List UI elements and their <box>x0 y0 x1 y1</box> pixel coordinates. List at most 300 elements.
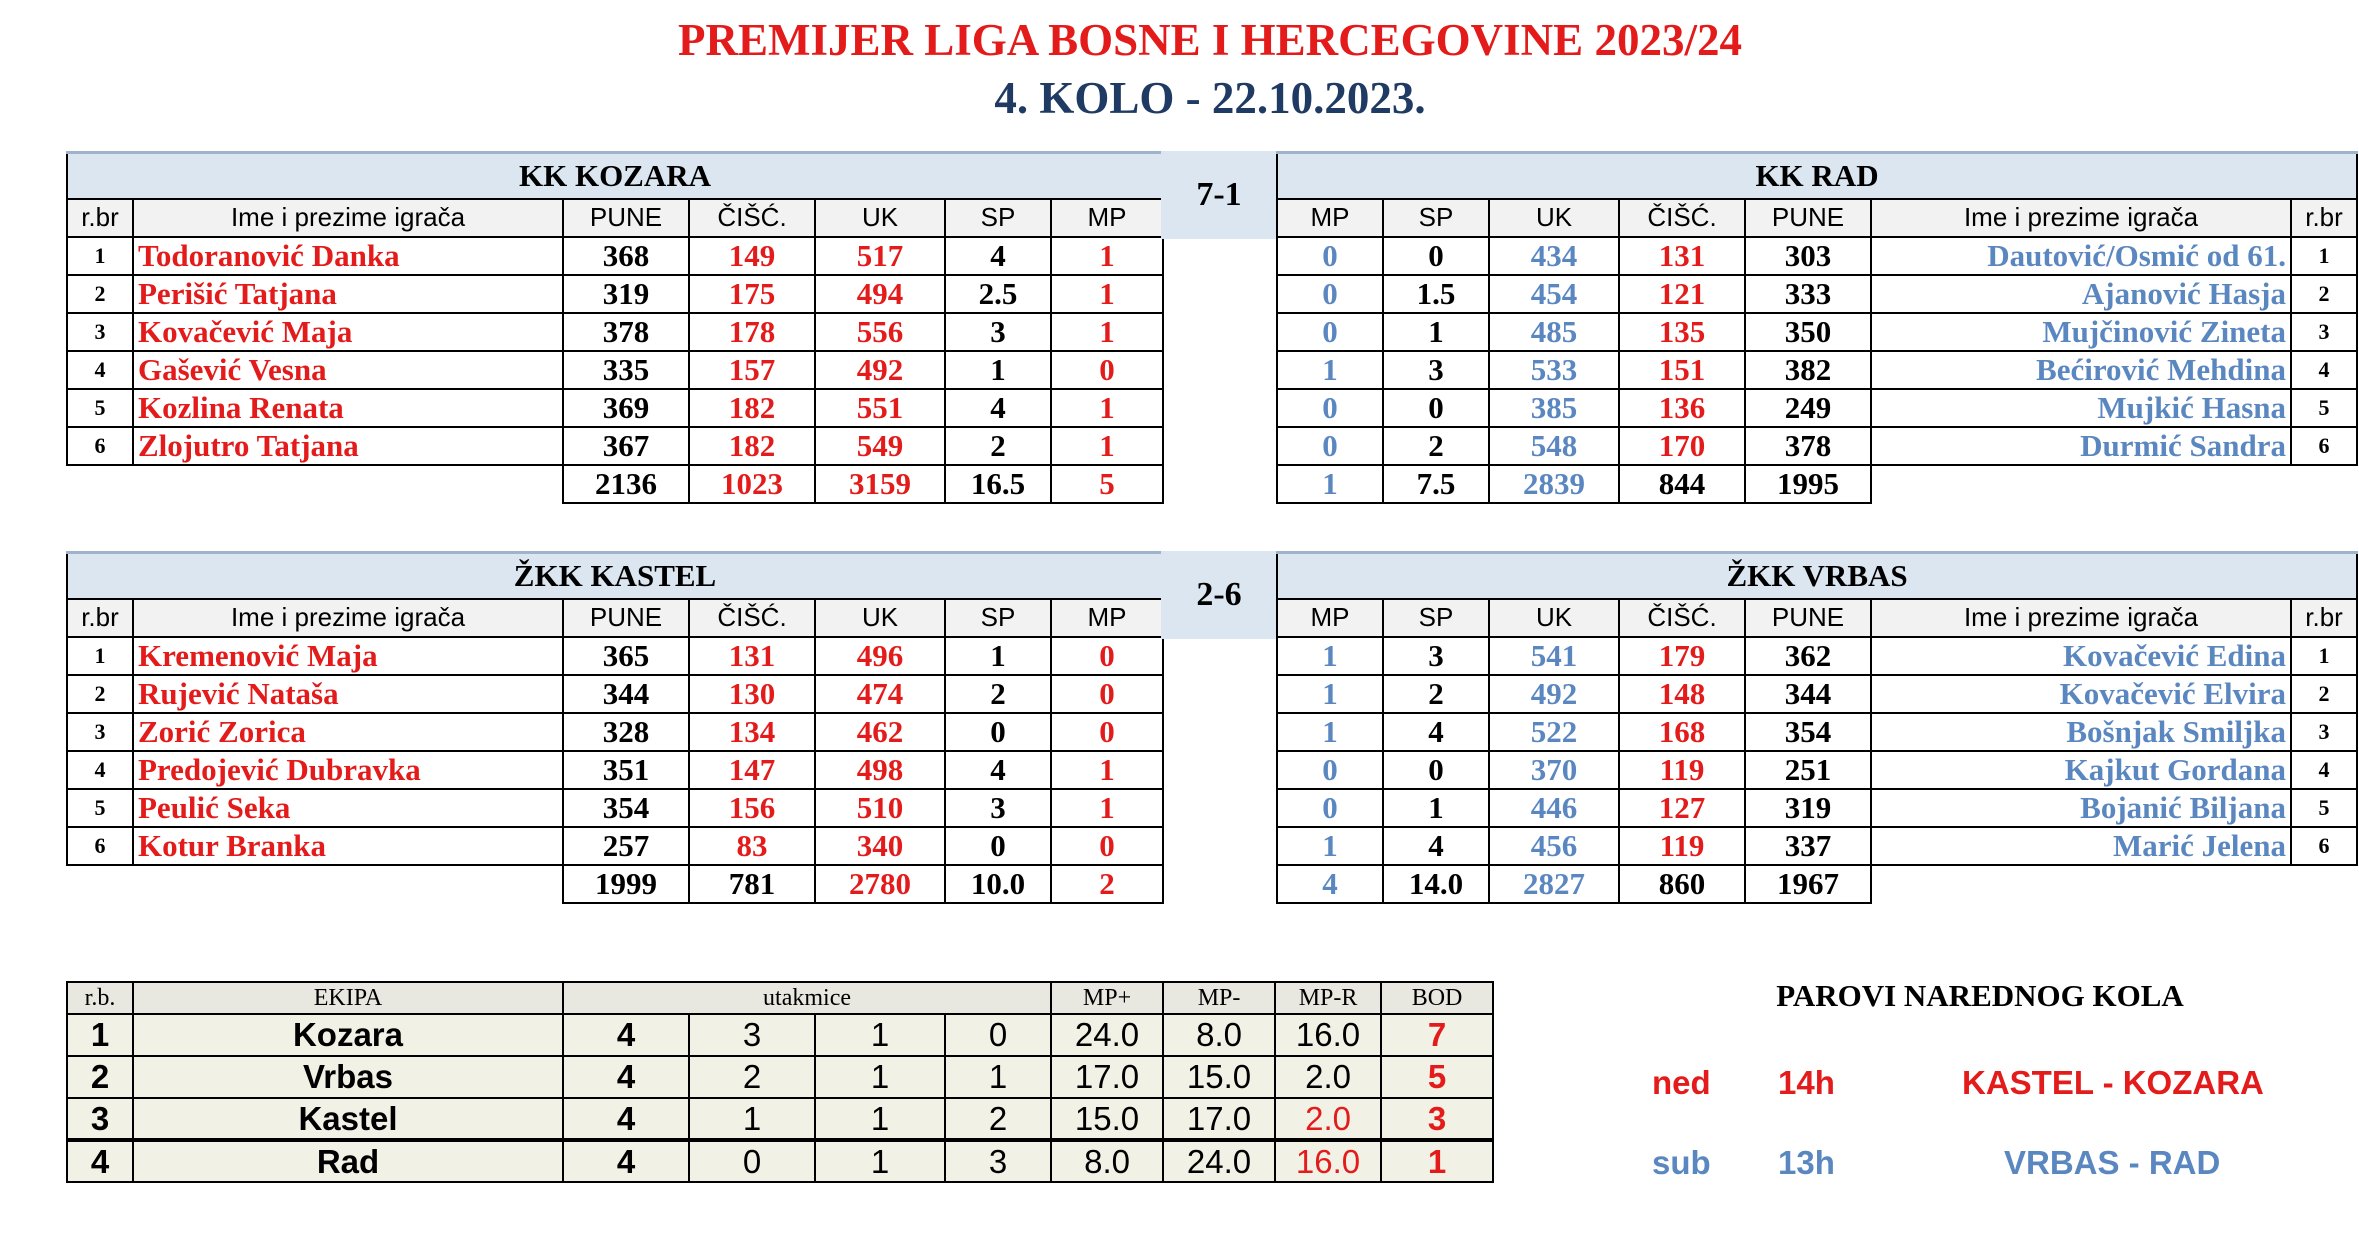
match1-home-table <box>66 151 1164 504</box>
player-mp: 1 <box>1051 751 1163 789</box>
player-mp: 1 <box>1051 789 1163 827</box>
col-cisc: ČIŠĆ. <box>689 199 815 237</box>
player-rank: 2 <box>67 275 133 313</box>
player-row <box>1277 637 2357 675</box>
player-name: Zorić Zorica <box>133 713 563 751</box>
player-rank: 3 <box>2291 713 2357 751</box>
next-game-2-pair: VRBAS - RAD <box>2004 1144 2221 1181</box>
standings-header-row <box>67 982 1493 1014</box>
player-name: Rujević Nataša <box>133 675 563 713</box>
standings-team: Rad <box>133 1140 563 1182</box>
player-rank: 2 <box>2291 275 2357 313</box>
col-rb: r.br <box>67 599 133 637</box>
col-matches: utakmice <box>563 982 1051 1014</box>
player-sp: 1.5 <box>1383 275 1489 313</box>
col-mp-plus: MP+ <box>1051 982 1163 1014</box>
next-game-1-time: 14h <box>1778 1064 1835 1101</box>
player-cisc: 175 <box>689 275 815 313</box>
player-sp: 4 <box>1383 827 1489 865</box>
player-uk: 446 <box>1489 789 1619 827</box>
player-pune: 367 <box>563 427 689 465</box>
standings-row <box>67 1098 1493 1140</box>
player-rank: 5 <box>67 789 133 827</box>
player-row <box>1277 675 2357 713</box>
player-rank: 4 <box>2291 351 2357 389</box>
col-rb: r.br <box>67 199 133 237</box>
page-subtitle: 4. KOLO - 22.10.2023. <box>994 73 1426 123</box>
player-mp: 0 <box>1277 789 1383 827</box>
player-row <box>1277 237 2357 275</box>
player-row <box>1277 275 2357 313</box>
col-team: EKIPA <box>133 982 563 1014</box>
player-pune: 319 <box>563 275 689 313</box>
next-round-title: PAROVI NAREDNOG KOLA <box>1776 978 2184 1013</box>
player-row <box>67 789 1163 827</box>
standings-losses: 3 <box>945 1140 1051 1182</box>
match1-away-table <box>1276 151 2358 504</box>
match2-home-column-headers <box>67 599 1163 637</box>
player-mp: 0 <box>1277 389 1383 427</box>
player-mp: 0 <box>1277 751 1383 789</box>
player-cisc: 178 <box>689 313 815 351</box>
player-mp: 1 <box>1277 675 1383 713</box>
player-sp: 2 <box>1383 427 1489 465</box>
player-mp: 0 <box>1277 313 1383 351</box>
match2-home-total-row: 1999 781 2780 10.0 2 <box>67 865 1163 903</box>
standings-mp-plus: 24.0 <box>1051 1014 1163 1056</box>
col-mp: MP <box>1277 199 1383 237</box>
standings-played: 4 <box>563 1098 689 1140</box>
player-sp: 0 <box>1383 389 1489 427</box>
player-uk: 517 <box>815 237 945 275</box>
player-uk: 522 <box>1489 713 1619 751</box>
player-cisc: 157 <box>689 351 815 389</box>
standings-wins: 2 <box>689 1056 815 1098</box>
page-title: PREMIJER LIGA BOSNE I HERCEGOVINE 2023/24 <box>678 15 1742 65</box>
player-mp: 1 <box>1051 275 1163 313</box>
standings-mp-plus: 15.0 <box>1051 1098 1163 1140</box>
col-mp-r: MP-R <box>1275 982 1381 1014</box>
player-uk: 474 <box>815 675 945 713</box>
player-cisc: 182 <box>689 389 815 427</box>
standings-mp-r: 2.0 <box>1275 1056 1381 1098</box>
player-pune: 354 <box>563 789 689 827</box>
player-cisc: 156 <box>689 789 815 827</box>
col-cisc: ČIŠĆ. <box>1619 599 1745 637</box>
standings-wins: 0 <box>689 1140 815 1182</box>
col-cisc: ČIŠĆ. <box>689 599 815 637</box>
standings-losses: 0 <box>945 1014 1051 1056</box>
col-name: Ime i prezime igrača <box>133 199 563 237</box>
col-sp: SP <box>1383 599 1489 637</box>
standings-rank: 4 <box>67 1140 133 1182</box>
player-rank: 5 <box>2291 389 2357 427</box>
col-rb: r.br <box>2291 599 2357 637</box>
player-uk: 492 <box>1489 675 1619 713</box>
standings-played: 4 <box>563 1056 689 1098</box>
player-name: Zlojutro Tatjana <box>133 427 563 465</box>
player-uk: 496 <box>815 637 945 675</box>
player-name: Bećirović Mehdina <box>1871 351 2291 389</box>
player-mp: 1 <box>1277 713 1383 751</box>
col-uk: UK <box>1489 199 1619 237</box>
col-name: Ime i prezime igrača <box>1871 599 2291 637</box>
player-sp: 1 <box>945 351 1051 389</box>
player-name: Bojanić Biljana <box>1871 789 2291 827</box>
player-rank: 1 <box>67 637 133 675</box>
player-cisc: 147 <box>689 751 815 789</box>
standings-team: Kozara <box>133 1014 563 1056</box>
player-sp: 4 <box>945 237 1051 275</box>
player-uk: 492 <box>815 351 945 389</box>
player-rank: 5 <box>2291 789 2357 827</box>
player-sp: 2 <box>945 427 1051 465</box>
player-sp: 2 <box>1383 675 1489 713</box>
standings-draws: 1 <box>815 1140 945 1182</box>
player-name: Kovačević Elvira <box>1871 675 2291 713</box>
player-rank: 4 <box>2291 751 2357 789</box>
player-cisc: 131 <box>689 637 815 675</box>
player-name: Kremenović Maja <box>133 637 563 675</box>
player-cisc: 119 <box>1619 827 1745 865</box>
player-cisc: 127 <box>1619 789 1745 827</box>
standings-mp-plus: 17.0 <box>1051 1056 1163 1098</box>
player-row <box>67 275 1163 313</box>
player-pune: 350 <box>1745 313 1871 351</box>
col-pune: PUNE <box>1745 599 1871 637</box>
player-sp: 2 <box>945 675 1051 713</box>
standings-played: 4 <box>563 1014 689 1056</box>
standings-mp-minus: 8.0 <box>1163 1014 1275 1056</box>
standings-rank: 3 <box>67 1098 133 1140</box>
player-cisc: 136 <box>1619 389 1745 427</box>
player-sp: 3 <box>945 789 1051 827</box>
standings-points: 7 <box>1381 1014 1493 1056</box>
player-rank: 1 <box>2291 237 2357 275</box>
player-mp: 0 <box>1051 827 1163 865</box>
match1-away-column-headers <box>1277 199 2357 237</box>
player-rank: 6 <box>2291 827 2357 865</box>
standings-points: 3 <box>1381 1098 1493 1140</box>
player-pune: 249 <box>1745 389 1871 427</box>
player-cisc: 121 <box>1619 275 1745 313</box>
player-row <box>1277 313 2357 351</box>
player-rank: 3 <box>2291 313 2357 351</box>
player-row <box>67 751 1163 789</box>
player-cisc: 149 <box>689 237 815 275</box>
player-name: Durmić Sandra <box>1871 427 2291 465</box>
player-sp: 1 <box>1383 789 1489 827</box>
standings-rank: 2 <box>67 1056 133 1098</box>
player-mp: 0 <box>1277 427 1383 465</box>
standings-wins: 3 <box>689 1014 815 1056</box>
player-uk: 454 <box>1489 275 1619 313</box>
player-pune: 251 <box>1745 751 1871 789</box>
player-mp: 0 <box>1051 713 1163 751</box>
player-sp: 0 <box>945 827 1051 865</box>
standings-draws: 1 <box>815 1014 945 1056</box>
col-pune: PUNE <box>1745 199 1871 237</box>
standings-row <box>67 1056 1493 1098</box>
player-uk: 510 <box>815 789 945 827</box>
player-sp: 0 <box>1383 751 1489 789</box>
player-cisc: 182 <box>689 427 815 465</box>
player-uk: 533 <box>1489 351 1619 389</box>
standings-losses: 2 <box>945 1098 1051 1140</box>
player-uk: 498 <box>815 751 945 789</box>
player-rank: 6 <box>67 827 133 865</box>
standings-mp-minus: 17.0 <box>1163 1098 1275 1140</box>
player-name: Kozlina Renata <box>133 389 563 427</box>
player-name: Gašević Vesna <box>133 351 563 389</box>
match2-away-column-headers <box>1277 599 2357 637</box>
player-pune: 378 <box>1745 427 1871 465</box>
standings-mp-minus: 15.0 <box>1163 1056 1275 1098</box>
player-cisc: 151 <box>1619 351 1745 389</box>
player-name: Todoranović Danka <box>133 237 563 275</box>
player-sp: 0 <box>1383 237 1489 275</box>
col-bod: BOD <box>1381 982 1493 1014</box>
match2-away-table <box>1276 551 2358 904</box>
col-cisc: ČIŠĆ. <box>1619 199 1745 237</box>
player-mp: 0 <box>1277 237 1383 275</box>
player-row <box>67 427 1163 465</box>
player-row <box>67 389 1163 427</box>
player-row <box>67 713 1163 751</box>
player-name: Mujkić Hasna <box>1871 389 2291 427</box>
player-uk: 340 <box>815 827 945 865</box>
player-sp: 4 <box>945 389 1051 427</box>
col-sp: SP <box>1383 199 1489 237</box>
player-row <box>1277 751 2357 789</box>
player-row <box>1277 427 2357 465</box>
player-cisc: 179 <box>1619 637 1745 675</box>
match2-home-team-name: ŽKK KASTEL <box>67 553 1163 599</box>
col-name: Ime i prezime igrača <box>133 599 563 637</box>
next-game-1-day: ned <box>1652 1064 1711 1101</box>
col-pune: PUNE <box>563 599 689 637</box>
player-name: Perišić Tatjana <box>133 275 563 313</box>
standings-mp-r: 16.0 <box>1275 1014 1381 1056</box>
player-pune: 333 <box>1745 275 1871 313</box>
player-mp: 1 <box>1277 351 1383 389</box>
player-row <box>1277 713 2357 751</box>
col-pune: PUNE <box>563 199 689 237</box>
standings-mp-r: 16.0 <box>1275 1140 1381 1182</box>
standings-mp-minus: 24.0 <box>1163 1140 1275 1182</box>
player-uk: 370 <box>1489 751 1619 789</box>
player-row <box>1277 827 2357 865</box>
standings-rank: 1 <box>67 1014 133 1056</box>
player-cisc: 135 <box>1619 313 1745 351</box>
standings-table <box>66 981 1494 1183</box>
player-mp: 0 <box>1051 637 1163 675</box>
player-pune: 257 <box>563 827 689 865</box>
match2-score: 2-6 <box>1161 551 1277 639</box>
player-pune: 382 <box>1745 351 1871 389</box>
player-mp: 0 <box>1051 351 1163 389</box>
player-pune: 369 <box>563 389 689 427</box>
player-sp: 1 <box>1383 313 1489 351</box>
player-name: Bošnjak Smiljka <box>1871 713 2291 751</box>
match1-home-team-name: KK KOZARA <box>67 153 1163 199</box>
player-uk: 434 <box>1489 237 1619 275</box>
player-sp: 3 <box>945 313 1051 351</box>
next-game-2-time: 13h <box>1778 1144 1835 1181</box>
player-mp: 1 <box>1051 389 1163 427</box>
player-rank: 1 <box>2291 637 2357 675</box>
col-mp: MP <box>1051 599 1163 637</box>
player-mp: 1 <box>1051 313 1163 351</box>
player-sp: 3 <box>1383 351 1489 389</box>
player-mp: 1 <box>1051 427 1163 465</box>
player-row <box>1277 389 2357 427</box>
col-mp: MP <box>1277 599 1383 637</box>
player-uk: 494 <box>815 275 945 313</box>
player-sp: 3 <box>1383 637 1489 675</box>
standings-losses: 1 <box>945 1056 1051 1098</box>
col-uk: UK <box>815 599 945 637</box>
standings-team: Kastel <box>133 1098 563 1140</box>
player-rank: 6 <box>2291 427 2357 465</box>
standings-row <box>67 1014 1493 1056</box>
player-pune: 378 <box>563 313 689 351</box>
player-cisc: 83 <box>689 827 815 865</box>
match1-score: 7-1 <box>1161 151 1277 239</box>
next-game-2-day: sub <box>1652 1144 1711 1181</box>
match1-home-column-headers <box>67 199 1163 237</box>
player-rank: 4 <box>67 751 133 789</box>
player-rank: 3 <box>67 713 133 751</box>
player-row <box>67 351 1163 389</box>
player-pune: 319 <box>1745 789 1871 827</box>
player-sp: 2.5 <box>945 275 1051 313</box>
match2-away-total-row: 4 14.0 2827 860 1967 <box>1277 865 2357 903</box>
player-mp: 1 <box>1277 827 1383 865</box>
player-rank: 4 <box>67 351 133 389</box>
player-pune: 354 <box>1745 713 1871 751</box>
player-pune: 368 <box>563 237 689 275</box>
standings-wins: 1 <box>689 1098 815 1140</box>
player-rank: 2 <box>2291 675 2357 713</box>
player-pune: 344 <box>563 675 689 713</box>
col-name: Ime i prezime igrača <box>1871 199 2291 237</box>
player-pune: 303 <box>1745 237 1871 275</box>
player-cisc: 119 <box>1619 751 1745 789</box>
player-sp: 4 <box>1383 713 1489 751</box>
match2-away-team-name: ŽKK VRBAS <box>1277 553 2357 599</box>
next-game-1-pair: KASTEL - KOZARA <box>1962 1064 2264 1101</box>
player-row <box>67 827 1163 865</box>
player-rank: 1 <box>67 237 133 275</box>
player-sp: 1 <box>945 637 1051 675</box>
player-cisc: 131 <box>1619 237 1745 275</box>
col-rb: r.b. <box>67 982 133 1014</box>
player-pune: 351 <box>563 751 689 789</box>
player-cisc: 170 <box>1619 427 1745 465</box>
player-name: Kovačević Maja <box>133 313 563 351</box>
standings-draws: 1 <box>815 1056 945 1098</box>
player-row <box>67 237 1163 275</box>
player-uk: 541 <box>1489 637 1619 675</box>
standings-points: 1 <box>1381 1140 1493 1182</box>
match1-away-total-row: 1 7.5 2839 844 1995 <box>1277 465 2357 503</box>
standings-mp-r: 2.0 <box>1275 1098 1381 1140</box>
player-cisc: 134 <box>689 713 815 751</box>
player-rank: 6 <box>67 427 133 465</box>
player-row <box>1277 789 2357 827</box>
standings-draws: 1 <box>815 1098 945 1140</box>
player-row <box>1277 351 2357 389</box>
player-cisc: 148 <box>1619 675 1745 713</box>
match1-away-team-name: KK RAD <box>1277 153 2357 199</box>
player-uk: 456 <box>1489 827 1619 865</box>
player-name: Dautović/Osmić od 61. <box>1871 237 2291 275</box>
col-uk: UK <box>815 199 945 237</box>
player-row <box>67 313 1163 351</box>
col-mp: MP <box>1051 199 1163 237</box>
player-pune: 362 <box>1745 637 1871 675</box>
match1-home-total-row: 2136 1023 3159 16.5 5 <box>67 465 1163 503</box>
player-pune: 335 <box>563 351 689 389</box>
col-sp: SP <box>945 599 1051 637</box>
player-mp: 0 <box>1277 275 1383 313</box>
col-mp-minus: MP- <box>1163 982 1275 1014</box>
standings-played: 4 <box>563 1140 689 1182</box>
player-uk: 556 <box>815 313 945 351</box>
player-name: Mujčinović Zineta <box>1871 313 2291 351</box>
player-uk: 551 <box>815 389 945 427</box>
player-mp: 0 <box>1051 675 1163 713</box>
player-name: Kotur Branka <box>133 827 563 865</box>
player-cisc: 168 <box>1619 713 1745 751</box>
player-pune: 365 <box>563 637 689 675</box>
player-name: Kajkut Gordana <box>1871 751 2291 789</box>
player-pune: 328 <box>563 713 689 751</box>
col-uk: UK <box>1489 599 1619 637</box>
player-pune: 337 <box>1745 827 1871 865</box>
match2-home-table <box>66 551 1164 904</box>
player-rank: 3 <box>67 313 133 351</box>
player-name: Peulić Seka <box>133 789 563 827</box>
player-uk: 548 <box>1489 427 1619 465</box>
standings-mp-plus: 8.0 <box>1051 1140 1163 1182</box>
player-mp: 1 <box>1051 237 1163 275</box>
player-sp: 4 <box>945 751 1051 789</box>
standings-row <box>67 1140 1493 1182</box>
col-sp: SP <box>945 199 1051 237</box>
player-row <box>67 637 1163 675</box>
player-uk: 549 <box>815 427 945 465</box>
player-uk: 462 <box>815 713 945 751</box>
player-name: Kovačević Edina <box>1871 637 2291 675</box>
player-mp: 1 <box>1277 637 1383 675</box>
player-row <box>67 675 1163 713</box>
player-uk: 485 <box>1489 313 1619 351</box>
player-uk: 385 <box>1489 389 1619 427</box>
player-name: Marić Jelena <box>1871 827 2291 865</box>
player-pune: 344 <box>1745 675 1871 713</box>
player-name: Ajanović Hasja <box>1871 275 2291 313</box>
player-name: Predojević Dubravka <box>133 751 563 789</box>
col-rb: r.br <box>2291 199 2357 237</box>
player-rank: 5 <box>67 389 133 427</box>
player-sp: 0 <box>945 713 1051 751</box>
standings-points: 5 <box>1381 1056 1493 1098</box>
player-cisc: 130 <box>689 675 815 713</box>
standings-team: Vrbas <box>133 1056 563 1098</box>
player-rank: 2 <box>67 675 133 713</box>
